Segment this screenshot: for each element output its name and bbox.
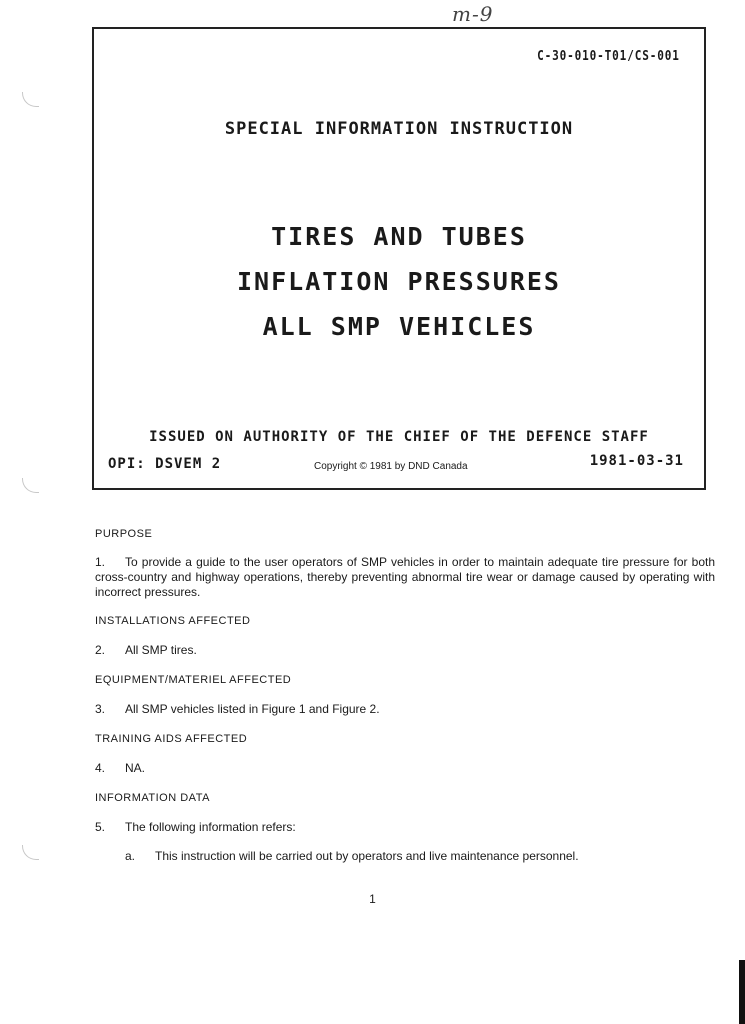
- information-subparagraph: [125, 849, 715, 863]
- information-heading: INFORMATION DATA: [95, 792, 210, 804]
- subparagraph-text: This instruction will be carried out by operators and live maintenance personnel.: [155, 849, 579, 863]
- purpose-heading: PURPOSE: [95, 528, 153, 540]
- title-page-frame: [92, 27, 706, 490]
- scan-edge-mark: [739, 960, 745, 1024]
- title-line-3: ALL SMP VEHICLES: [262, 312, 536, 341]
- equipment-heading: EQUIPMENT/MATERIEL AFFECTED: [95, 674, 292, 686]
- document-number: C-30-010-T01/CS-001: [537, 49, 680, 64]
- punch-hole-mark: [22, 845, 39, 860]
- purpose-paragraph: [95, 555, 715, 600]
- opi-label: OPI: DSVEM 2: [108, 456, 222, 472]
- paragraph-text: To provide a guide to the user operators of SMP vehicles in order to maintain adequate tire pressure for both cross-country and highway operations, thereby preventing abnormal tire wear or damage caused by operating with incorrect pressures.: [95, 555, 715, 599]
- copyright-notice: Copyright © 1981 by DND Canada: [314, 461, 468, 472]
- paragraph-text: All SMP tires.: [125, 643, 197, 657]
- paragraph-text: All SMP vehicles listed in Figure 1 and Figure 2.: [125, 702, 380, 716]
- issue-date: 1981-03-31: [589, 453, 684, 469]
- paragraph-number: 3.: [95, 702, 106, 716]
- punch-hole-mark: [22, 92, 39, 107]
- information-paragraph: [95, 820, 715, 835]
- title-line-1: TIRES AND TUBES: [271, 222, 527, 251]
- paragraph-number: 1.: [95, 555, 106, 569]
- authority-statement: ISSUED ON AUTHORITY OF THE CHIEF OF THE DEFENCE STAFF: [149, 429, 649, 445]
- installations-paragraph: [95, 643, 715, 658]
- title-line-2: INFLATION PRESSURES: [237, 267, 561, 296]
- training-heading: TRAINING AIDS AFFECTED: [95, 733, 248, 745]
- paragraph-text: The following information refers:: [125, 820, 296, 834]
- equipment-paragraph: [95, 702, 715, 717]
- punch-hole-mark: [22, 478, 39, 493]
- paragraph-number: 2.: [95, 643, 106, 657]
- page-number: 1: [369, 892, 376, 906]
- handwritten-note: m-9: [452, 2, 494, 26]
- installations-heading: INSTALLATIONS AFFECTED: [95, 615, 251, 627]
- paragraph-text: NA.: [125, 761, 146, 775]
- paragraph-number: 4.: [95, 761, 106, 775]
- instruction-type-heading: SPECIAL INFORMATION INSTRUCTION: [224, 119, 574, 139]
- paragraph-number: 5.: [95, 820, 106, 834]
- subparagraph-letter: a.: [125, 849, 136, 863]
- training-paragraph: [95, 761, 715, 776]
